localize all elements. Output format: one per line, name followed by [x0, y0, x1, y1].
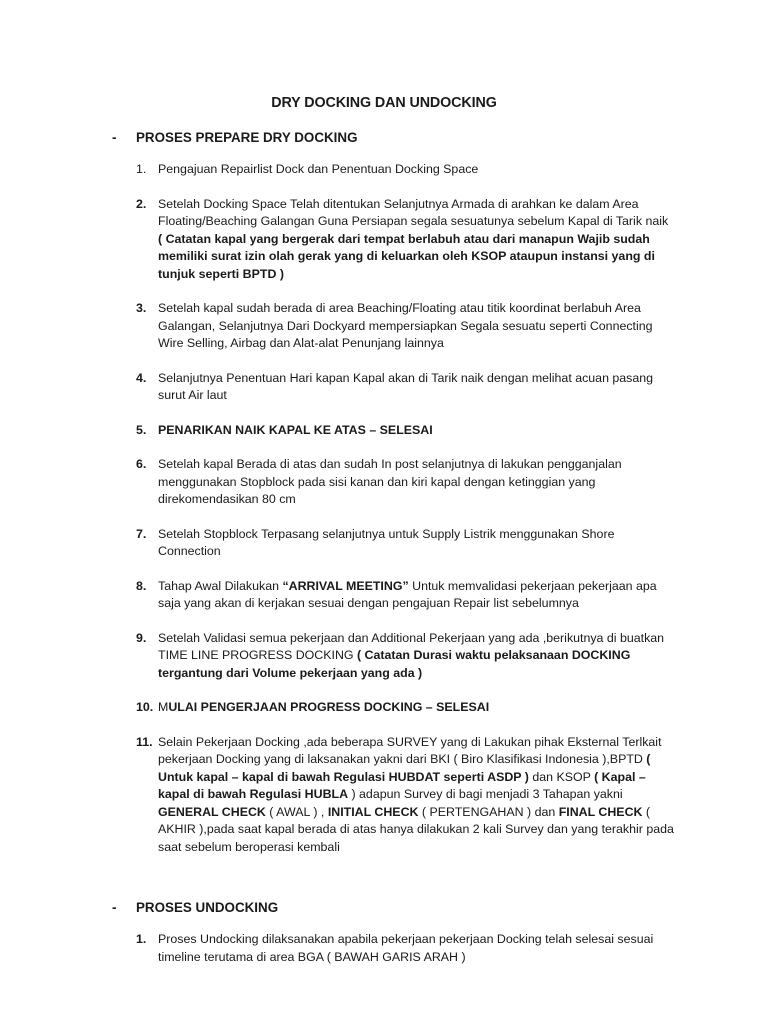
item-emphasis: “ARRIVAL MEETING”: [282, 578, 409, 593]
list-item-7: [136, 526, 674, 561]
section-dash: -: [112, 900, 117, 915]
item-text: [158, 630, 674, 683]
item-heading: PENARIKAN NAIK KAPAL KE ATAS – SELESAI: [158, 422, 433, 437]
item-text: Selanjutnya Penentuan Hari kapan Kapal akan di Tarik naik dengan melihat acuan pasang surut Air laut: [158, 370, 654, 402]
section-dash: -: [112, 130, 117, 145]
item-body: Setelah Docking Space Telah ditentukan Selanjutnya Armada di arahkan ke dalam Area Floating/Beaching Galangan Guna Persiapan segala sesuatunya sebelum Kapal di Tarik naik: [158, 196, 669, 228]
item-number: 4.: [136, 370, 147, 385]
list-item-3: [136, 300, 674, 353]
item-text: [158, 734, 674, 857]
section-title: PROSES PREPARE DRY DOCKING: [136, 130, 358, 145]
list-item-1: [136, 161, 674, 179]
item-text: Setelah kapal sudah berada di area Beaching/Floating atau titik koordinat berlabuh Area Galangan, Selanjutnya Dari Dockyard mempersiapkan Segala sesuatu seperti Connecting Wire Selling, Airbag dan Alat-alat Penunjang lainnya: [158, 301, 653, 350]
section-heading-prepare: [112, 128, 768, 148]
list-item-9: [136, 630, 674, 683]
list-item-8: [136, 578, 674, 613]
item-text: Pengajuan Repairlist Dock dan Penentuan Docking Space: [158, 162, 479, 176]
item-text: Setelah Stopblock Terpasang selanjutnya untuk Supply Listrik menggunakan Shore Connection: [158, 526, 615, 558]
item-number: 3.: [136, 301, 147, 315]
item-number: 6.: [136, 457, 147, 471]
item-emphasis: ( Untuk kapal – kapal di bawah Regulasi HUBDAT seperti ASDP ): [158, 752, 651, 784]
section-title: PROSES UNDOCKING: [136, 900, 279, 915]
item-text: Proses Undocking dilaksanakan apabila pekerjaan pekerjaan Docking telah selesai sesuai timeline terutama di area BGA ( BAWAH GARIS ARAH ): [158, 932, 654, 964]
item-emphasis: INITIAL CHECK: [327, 804, 419, 819]
section-heading-undocking: [112, 898, 768, 918]
item-number: 1.: [136, 162, 147, 176]
list-item-10: [136, 699, 674, 717]
item-body: ( AKHIR ),pada saat kapal berada di atas hanya dilakukan 2 kali Survey dan yang terakhir pada saat sebelum beroperasi kembali: [158, 804, 674, 854]
item-number: 5.: [136, 422, 147, 437]
item-emphasis: FINAL CHECK: [558, 804, 643, 819]
list-item-5: [136, 422, 674, 440]
item-emphasis: ( Kapal –kapal di bawah Regulasi HUBLA: [158, 769, 646, 801]
item-body-post: Untuk memvalidasi pekerjaan pekerjaan apa saja yang akan di kerjakan sesuai dengan pengajuan Repair list sebelumnya: [158, 578, 657, 610]
list-item-4: [136, 370, 674, 405]
document-title: DRY DOCKING DAN UNDOCKING: [271, 95, 497, 111]
item-note: ( Catatan kapal yang bergerak dari tempat berlabuh atau dari manapun Wajib sudah memiliki surat izin olah gerak yang di keluarkan oleh KSOP ataupun instansi yang di tunjuk seperti BPTD ): [158, 231, 655, 281]
item-heading: [158, 699, 674, 717]
list-item-6: [136, 456, 674, 509]
item-emphasis: GENERAL CHECK: [158, 804, 266, 819]
item-number: 10.: [136, 700, 154, 714]
item-body: ( AWAL ) ,: [265, 804, 328, 819]
item-body: dan KSOP: [528, 769, 595, 784]
item-heading-prefix: M: [158, 700, 169, 714]
list-item-1: [136, 931, 674, 966]
item-number: 7.: [136, 526, 147, 541]
item-text: [158, 196, 674, 284]
item-number: 1.: [136, 932, 147, 946]
item-body: ) adapun Survey di bagi menjadi 3 Tahapan yakni: [348, 787, 623, 801]
item-body-pre: Tahap Awal Dilakukan: [158, 578, 283, 593]
item-text: Setelah kapal Berada di atas dan sudah In post selanjutnya di lakukan pengganjalan menggunakan Stopblock pada sisi kanan dan kiri kapal dengan ketinggian yang direkomendasikan 80 cm: [158, 457, 622, 506]
item-number: 11.: [136, 734, 153, 749]
item-number: 9.: [136, 630, 147, 645]
list-item-11: [136, 734, 674, 857]
item-number: 8.: [136, 578, 147, 593]
item-body: Selain Pekerjaan Docking ,ada beberapa SURVEY yang di Lakukan pihak Eksternal Terlkait pekerjaan Docking yang di laksanakan yakni dari BKI ( Biro Klasifikasi Indonesia ),BPTD: [158, 734, 662, 766]
item-body: ( PERTENGAHAN ) dan: [418, 804, 559, 819]
undocking-steps-list: [0, 931, 768, 966]
item-note: ( Catatan Durasi waktu pelaksanaan DOCKING tergantung dari Volume pekerjaan yang ada ): [158, 648, 631, 680]
list-item-2: [136, 196, 674, 284]
item-heading-rest: ULAI PENGERJAAN PROGRESS DOCKING – SELESAI: [168, 700, 490, 714]
item-number: 2.: [136, 196, 147, 211]
item-body: Setelah Validasi semua pekerjaan dan Additional Pekerjaan yang ada ,berikutnya di buatkan TIME LINE PROGRESS DOCKING: [158, 630, 665, 662]
item-text: [158, 578, 674, 613]
prepare-steps-list: [0, 161, 768, 856]
